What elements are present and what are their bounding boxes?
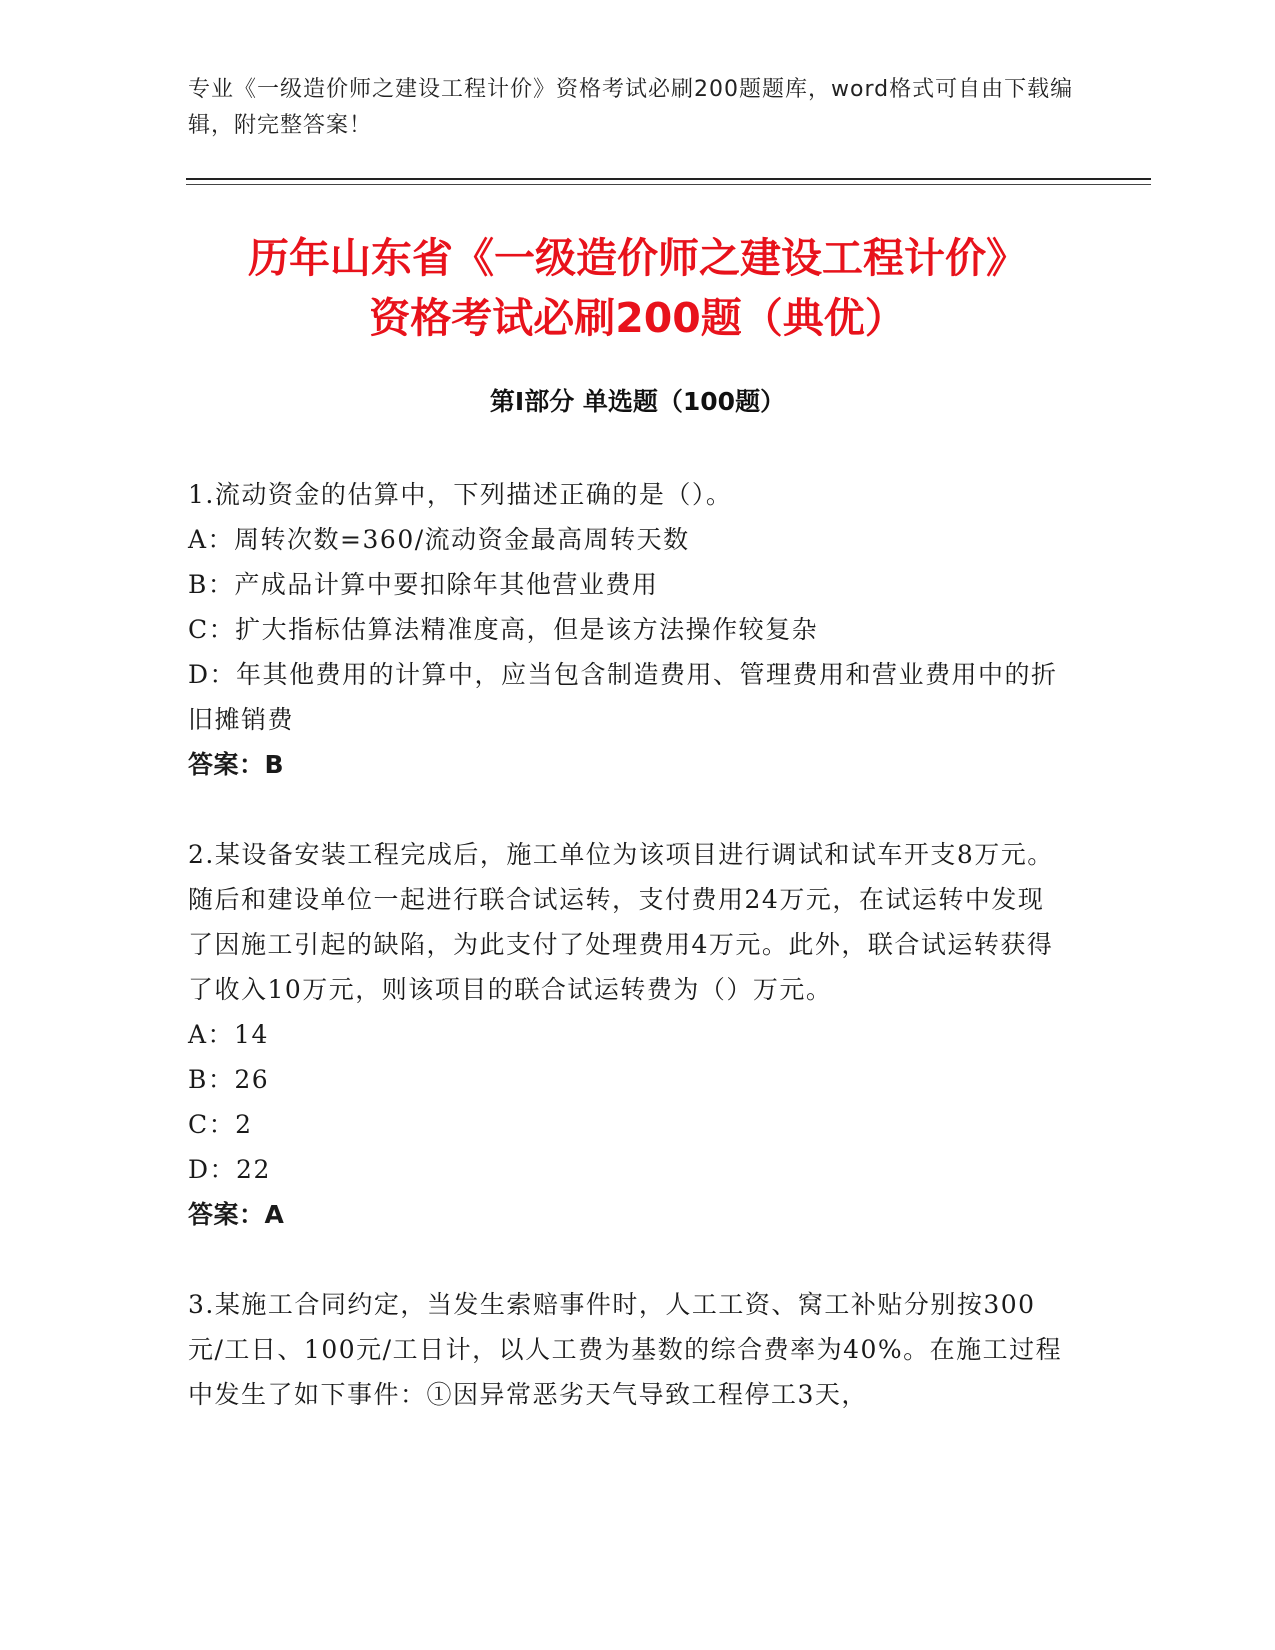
answer-option: D：22 — [188, 1155, 271, 1184]
question-stem: 2.某设备安装工程完成后，施工单位为该项目进行调试和试车开支8万元。随后和建设单位一起进行联合试运转，支付费用24万元，在试运转中发现了因施工引起的缺陷，为此支付了处理费用4万元。此外，联合试运转获得了收入10万元，则该项目的联合试运转费为（）万元。 — [188, 840, 1054, 1004]
question-item — [188, 832, 1068, 1237]
answer-value: B — [264, 750, 285, 779]
answer-line — [188, 742, 1068, 787]
document-title-line-1: 历年山东省《一级造价师之建设工程计价》 — [248, 234, 1027, 282]
question-item — [188, 472, 1068, 787]
answer-option: C：扩大指标估算法精准度高，但是该方法操作较复杂 — [188, 615, 819, 644]
answer-option: C：2 — [188, 1110, 253, 1139]
header-note: 专业《一级造价师之建设工程计价》资格考试必刷200题题库，word格式可自由下载编辑，附完整答案！ — [188, 77, 1074, 138]
answer-option: D：年其他费用的计算中，应当包含制造费用、管理费用和营业费用中的折旧摊销费 — [188, 660, 1058, 734]
question-stem: 1.流动资金的估算中，下列描述正确的是（）。 — [188, 480, 733, 509]
answer-option: A：14 — [188, 1020, 269, 1049]
document-title-line-2: 资格考试必刷200题（典优） — [369, 294, 906, 342]
answer-option: B：26 — [188, 1065, 270, 1094]
question-stem: 3.某施工合同约定，当发生索赔事件时，人工工资、窝工补贴分别按300元/工日、100元/工日计，以人工费为基数的综合费率为40%。在施工过程中发生了如下事件：①因异常恶劣天气导致工程停工3天， — [188, 1290, 1063, 1409]
answer-value: A — [264, 1200, 285, 1229]
header-divider-thick — [186, 178, 1151, 180]
section-heading: 第Ⅰ部分 单选题（100题） — [489, 387, 786, 416]
answer-option: B：产成品计算中要扣除年其他营业费用 — [188, 570, 659, 599]
question-list — [188, 472, 1068, 1462]
question-item — [188, 1282, 1068, 1417]
answer-label: 答案： — [188, 1200, 265, 1229]
document-title — [150, 228, 1125, 348]
answer-option: A：周转次数=360/流动资金最高周转天数 — [188, 525, 690, 554]
answer-label: 答案： — [188, 750, 265, 779]
answer-line — [188, 1192, 1068, 1237]
header-divider-thin — [186, 184, 1151, 185]
